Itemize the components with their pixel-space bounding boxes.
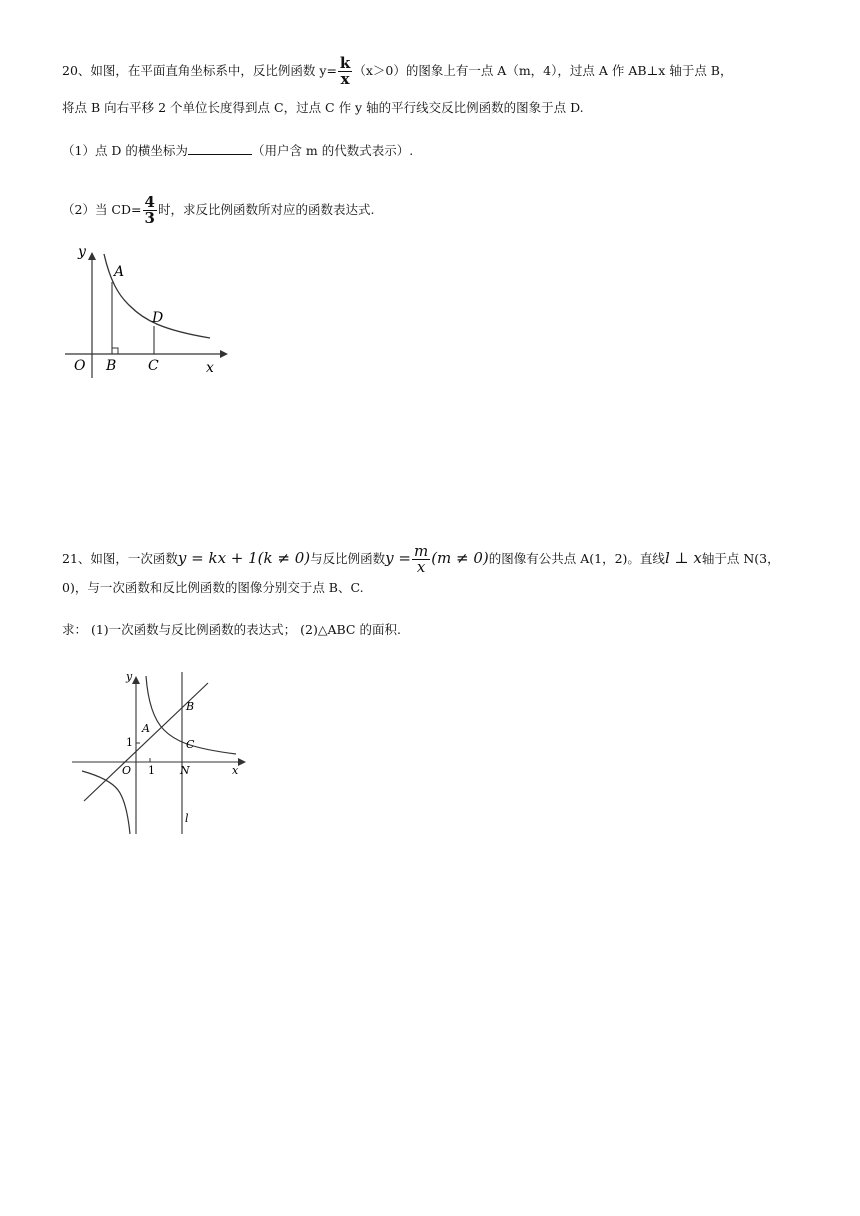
- y-axis-arrow-icon: [88, 252, 96, 260]
- q21-line2: 0)，与一次函数和反比例函数的图像分别交于点 B、C.: [62, 580, 364, 595]
- line-l-perp-x: l ⊥ x: [664, 549, 702, 567]
- x-axis-arrow-icon: [238, 758, 246, 766]
- q21-line3: 求： (1)一次函数与反比例函数的表达式； (2)△ABC 的面积.: [62, 622, 401, 637]
- label-d: D: [152, 310, 164, 326]
- hyperbola-branch-left: [82, 771, 130, 834]
- label-a: A: [142, 722, 150, 735]
- q21-line1: 21、如图，一次函数y = kx + 1(k ≠ 0)与反比例函数y = $\frac{m}{x}$ (m ≠ 0)的图像有公共点 A(1，2)。直线l ⊥ x轴于点 N(3，: [62, 542, 780, 576]
- label-n: N: [180, 764, 190, 777]
- reciprocal-lhs: y =: [385, 549, 411, 567]
- label-x: x: [206, 360, 214, 376]
- q21-figure: [66, 668, 256, 848]
- q21-fraction-m-over-x: $\frac{m}{x}$: [413, 542, 429, 576]
- label-l: l: [185, 812, 189, 825]
- q20-part2: （2）当 CD= $\frac{4}{3}$ 时，求反比例函数所对应的函数表达式.: [62, 193, 375, 227]
- label-o: O: [122, 764, 132, 777]
- label-a: A: [114, 264, 125, 280]
- label-y: y: [78, 244, 86, 260]
- label-y-one: 1: [126, 736, 133, 749]
- label-c: C: [148, 358, 159, 374]
- q20-line2: 将点 B 向右平移 2 个单位长度得到点 C，过点 C 作 y 轴的平行线交反比例函数的图象于点 D.: [62, 100, 584, 115]
- q20-fraction-4-over-3: $\frac{4}{3}$: [144, 193, 155, 227]
- q20-part1: （1）点 D 的横坐标为 （用户含 m 的代数式表示）.: [62, 143, 414, 158]
- reciprocal-condition: (m ≠ 0): [431, 549, 489, 567]
- q20-line1: 20、如图，在平面直角坐标系中，反比例函数 y= $\frac{k}{x}$ （x＞0）的图象上有一点 A（m，4），过点 A 作 AB⊥x 轴于点 B，: [62, 54, 733, 88]
- label-o: O: [74, 358, 86, 374]
- label-c: C: [186, 738, 195, 751]
- q20-figure: [60, 240, 240, 380]
- answer-blank[interactable]: [188, 142, 252, 155]
- right-angle-mark: [112, 348, 118, 354]
- y-axis-arrow-icon: [132, 676, 140, 684]
- q20-fraction-k-over-x: $\frac{k}{x}$: [339, 54, 351, 88]
- label-x: x: [232, 764, 239, 777]
- label-x-one: 1: [148, 764, 155, 777]
- x-axis-arrow-icon: [220, 350, 228, 358]
- label-b: B: [186, 700, 195, 713]
- label-y: y: [126, 670, 133, 683]
- linear-function: y = kx + 1(k ≠ 0): [177, 549, 311, 567]
- label-b: B: [106, 358, 117, 374]
